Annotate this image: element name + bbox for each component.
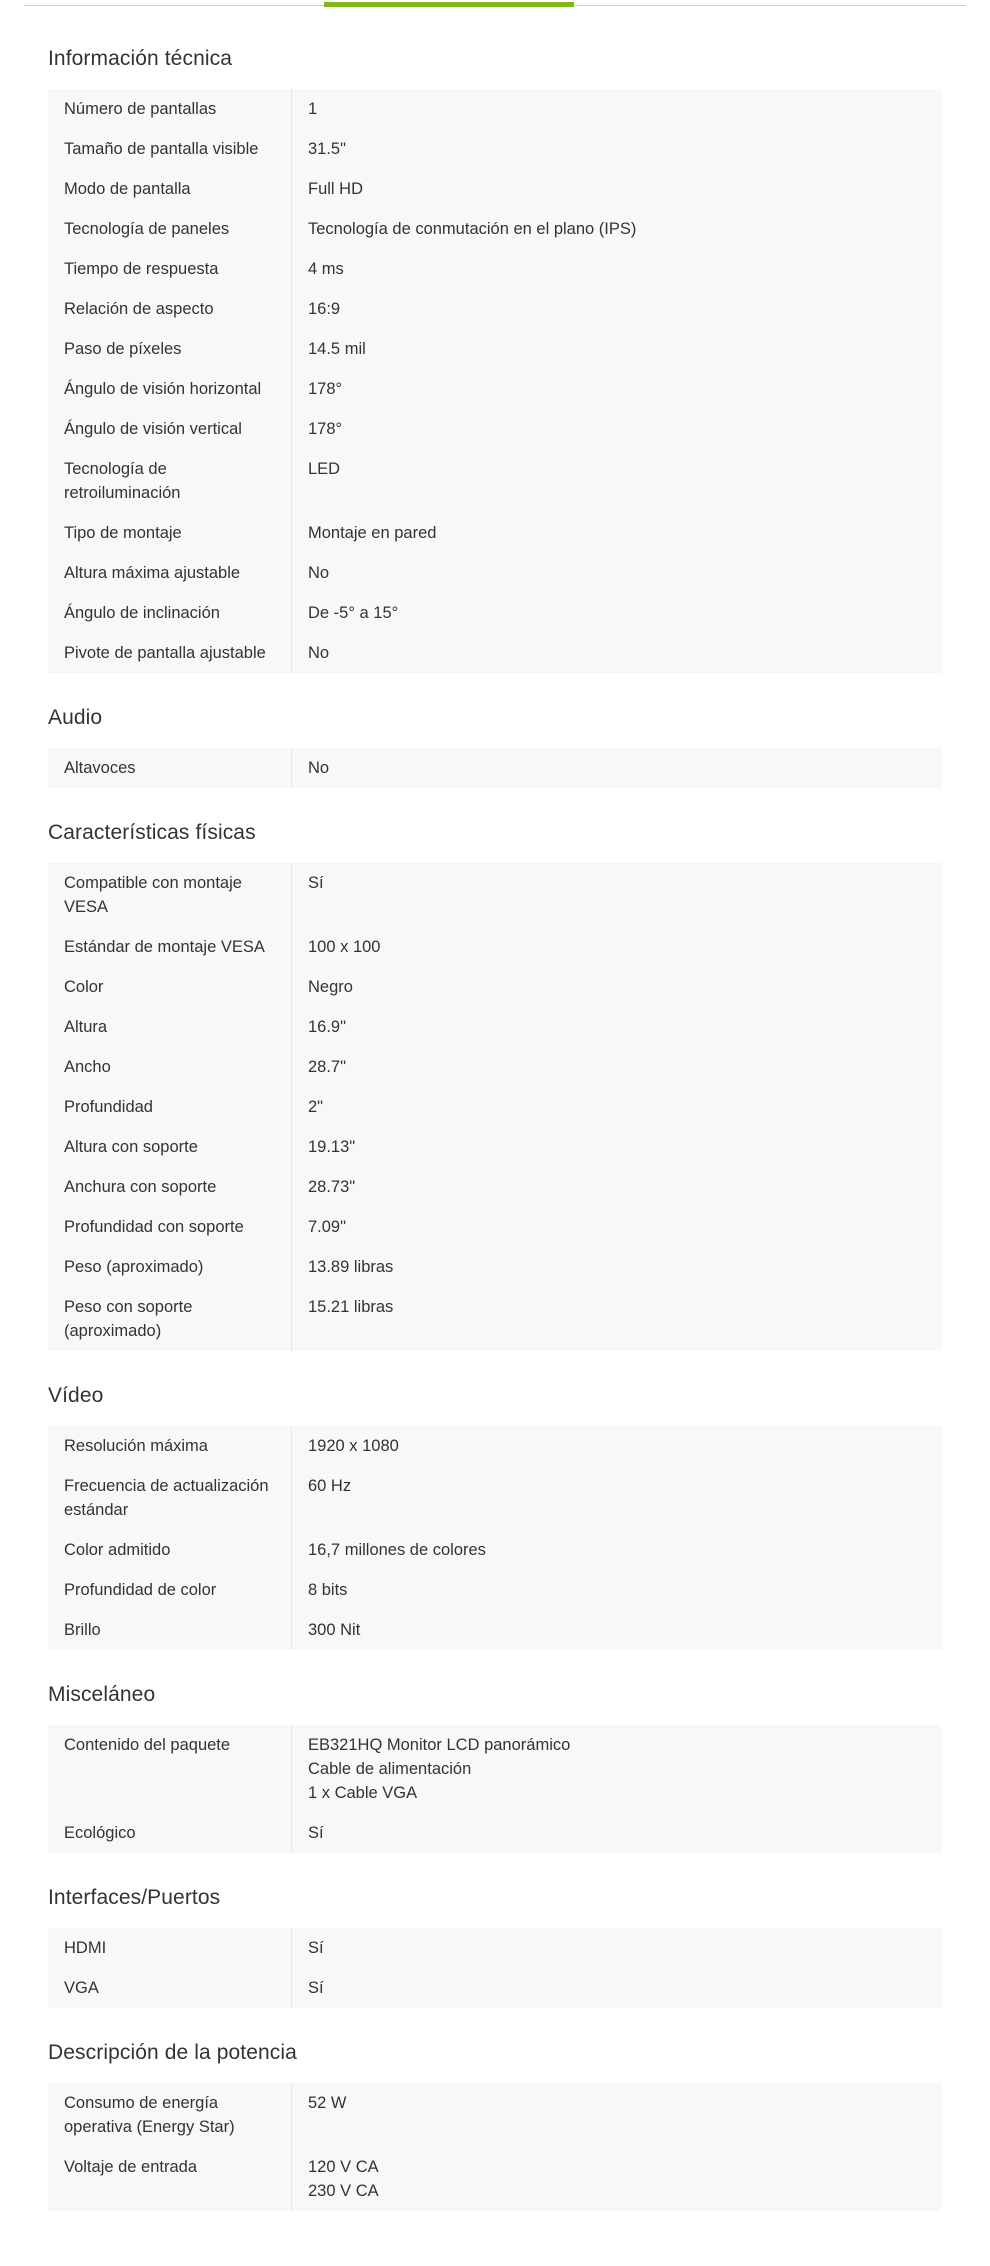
spec-label: Altura máxima ajustable: [48, 553, 292, 593]
spec-label: Tipo de montaje: [48, 513, 292, 553]
spec-section: [48, 1883, 942, 2008]
spec-label: Profundidad de color: [48, 1570, 292, 1610]
spec-value: [292, 863, 942, 927]
spec-value: [292, 209, 942, 249]
spec-label: Frecuencia de actualización estándar: [48, 1466, 292, 1530]
spec-value-line: Montaje en pared: [308, 524, 437, 542]
spec-value: [292, 249, 942, 289]
spec-value-line: 100 x 100: [308, 938, 381, 956]
spec-label: Tiempo de respuesta: [48, 249, 292, 289]
spec-table: [48, 863, 942, 1351]
spec-label: Compatible con montaje VESA: [48, 863, 292, 927]
spec-row: [48, 863, 942, 927]
spec-row: [48, 1928, 942, 1968]
section-title: Información técnica: [48, 47, 232, 70]
spec-value: [292, 1167, 942, 1207]
spec-value: [292, 1247, 942, 1287]
spec-value-line: 8 bits: [308, 1581, 348, 1599]
spec-label: VGA: [48, 1968, 292, 2008]
spec-label: Relación de aspecto: [48, 289, 292, 329]
spec-row: [48, 1247, 942, 1287]
spec-value: [292, 1928, 942, 1968]
spec-value-line: 16,7 millones de colores: [308, 1541, 486, 1559]
spec-value-line: 4 ms: [308, 260, 344, 278]
spec-label: Paso de píxeles: [48, 329, 292, 369]
spec-value: [292, 1127, 942, 1167]
spec-value: [292, 329, 942, 369]
spec-label: Pivote de pantalla ajustable: [48, 633, 292, 673]
spec-row: [48, 129, 942, 169]
spec-value-line: No: [308, 564, 330, 582]
spec-table: [48, 89, 942, 673]
spec-value-line: 1 x Cable VGA: [308, 1784, 418, 1802]
spec-value-line: Sí: [308, 1939, 324, 1957]
spec-value-line: 52 W: [308, 2094, 347, 2112]
spec-value: [292, 89, 942, 129]
spec-table: [48, 748, 942, 788]
spec-row: [48, 449, 942, 513]
spec-row: [48, 553, 942, 593]
spec-label: Número de pantallas: [48, 89, 292, 129]
spec-row: [48, 1127, 942, 1167]
spec-row: [48, 369, 942, 409]
spec-value-line: Tecnología de conmutación en el plano (IPS): [308, 220, 637, 238]
spec-value-line: 120 V CA: [308, 2158, 379, 2176]
spec-value-line: 60 Hz: [308, 1477, 352, 1495]
spec-value: [292, 1466, 942, 1530]
spec-row: [48, 1725, 942, 1813]
spec-value-line: 1920 x 1080: [308, 1437, 399, 1455]
section-title: Características físicas: [48, 821, 256, 844]
active-tab-indicator[interactable]: [324, 2, 574, 7]
spec-value-line: 178°: [308, 380, 343, 398]
spec-row: [48, 1047, 942, 1087]
spec-label: Tecnología de retroiluminación: [48, 449, 292, 513]
spec-value-line: Sí: [308, 874, 324, 892]
spec-value: [292, 1287, 942, 1351]
spec-value-line: 15.21 libras: [308, 1298, 394, 1316]
spec-value-line: 16:9: [308, 300, 341, 318]
spec-value: [292, 1813, 942, 1853]
spec-value: [292, 748, 942, 788]
spec-row: [48, 409, 942, 449]
spec-value-line: No: [308, 759, 330, 777]
spec-section: [48, 1680, 942, 1853]
spec-row: [48, 1426, 942, 1466]
spec-value-line: 178°: [308, 420, 343, 438]
spec-value-line: Sí: [308, 1824, 324, 1842]
spec-value-line: No: [308, 644, 330, 662]
spec-row: [48, 1287, 942, 1351]
spec-value: [292, 1530, 942, 1570]
section-title: Vídeo: [48, 1384, 104, 1407]
spec-value: [292, 2083, 942, 2147]
spec-row: [48, 513, 942, 553]
spec-row: [48, 2147, 942, 2211]
spec-section: [48, 703, 942, 788]
spec-label: Tecnología de paneles: [48, 209, 292, 249]
spec-value: [292, 369, 942, 409]
spec-row: [48, 1087, 942, 1127]
spec-table: [48, 1426, 942, 1650]
spec-label: Peso con soporte (aproximado): [48, 1287, 292, 1351]
spec-row: [48, 1570, 942, 1610]
spec-value: [292, 927, 942, 967]
spec-table: [48, 1928, 942, 2008]
spec-label: Contenido del paquete: [48, 1725, 292, 1813]
spec-row: [48, 2083, 942, 2147]
spec-value: [292, 449, 942, 513]
spec-value: [292, 2147, 942, 2211]
spec-row: [48, 209, 942, 249]
spec-value-line: Cable de alimentación: [308, 1760, 472, 1778]
spec-label: Color: [48, 967, 292, 1007]
spec-label: Altura con soporte: [48, 1127, 292, 1167]
spec-label: Brillo: [48, 1610, 292, 1650]
spec-label: Voltaje de entrada: [48, 2147, 292, 2211]
spec-value-line: 13.89 libras: [308, 1258, 394, 1276]
spec-row: [48, 1207, 942, 1247]
spec-value: [292, 1087, 942, 1127]
spec-label: Color admitido: [48, 1530, 292, 1570]
section-title: Audio: [48, 706, 103, 729]
spec-section: [48, 1381, 942, 1650]
spec-row: [48, 927, 942, 967]
section-title: Interfaces/Puertos: [48, 1886, 221, 1909]
spec-row: [48, 1530, 942, 1570]
spec-value-line: EB321HQ Monitor LCD panorámico: [308, 1736, 571, 1754]
spec-label: Altavoces: [48, 748, 292, 788]
section-title: Misceláneo: [48, 1683, 156, 1706]
spec-row: [48, 748, 942, 788]
spec-value-line: De -5° a 15°: [308, 604, 399, 622]
spec-label: Ángulo de inclinación: [48, 593, 292, 633]
spec-value: [292, 129, 942, 169]
spec-row: [48, 1610, 942, 1650]
spec-row: [48, 1813, 942, 1853]
spec-value: [292, 169, 942, 209]
spec-row: [48, 169, 942, 209]
spec-label: Peso (aproximado): [48, 1247, 292, 1287]
spec-value: [292, 1968, 942, 2008]
spec-row: [48, 967, 942, 1007]
spec-label: Altura: [48, 1007, 292, 1047]
spec-label: Ecológico: [48, 1813, 292, 1853]
spec-label: Anchura con soporte: [48, 1167, 292, 1207]
spec-value: [292, 1610, 942, 1650]
spec-table: [48, 1725, 942, 1853]
spec-row: [48, 1167, 942, 1207]
spec-row: [48, 89, 942, 129]
spec-label: Ángulo de visión vertical: [48, 409, 292, 449]
spec-value-line: 28.7": [308, 1058, 346, 1076]
spec-value: [292, 513, 942, 553]
spec-value-line: 14.5 mil: [308, 340, 366, 358]
spec-row: [48, 1466, 942, 1530]
spec-value: [292, 409, 942, 449]
spec-section: [48, 44, 942, 673]
spec-section: [48, 818, 942, 1351]
spec-value-line: Negro: [308, 978, 353, 996]
spec-value-line: 1: [308, 100, 318, 118]
specifications-panel: [48, 26, 942, 2241]
spec-row: [48, 1968, 942, 2008]
spec-label: Profundidad con soporte: [48, 1207, 292, 1247]
spec-row: [48, 329, 942, 369]
spec-row: [48, 593, 942, 633]
spec-value-line: Full HD: [308, 180, 364, 198]
spec-value-line: Sí: [308, 1979, 324, 1997]
spec-row: [48, 633, 942, 673]
spec-value-line: 300 Nit: [308, 1621, 361, 1639]
spec-value: [292, 289, 942, 329]
spec-value-line: 28.73": [308, 1178, 356, 1196]
spec-value: [292, 553, 942, 593]
spec-value: [292, 593, 942, 633]
spec-section: [48, 2038, 942, 2211]
spec-value-line: LED: [308, 460, 341, 478]
spec-label: Consumo de energía operativa (Energy Star): [48, 2083, 292, 2147]
spec-value: [292, 1725, 942, 1813]
spec-value-line: 19.13": [308, 1138, 356, 1156]
spec-row: [48, 249, 942, 289]
spec-table: [48, 2083, 942, 2211]
spec-value: [292, 1207, 942, 1247]
spec-label: Modo de pantalla: [48, 169, 292, 209]
spec-label: HDMI: [48, 1928, 292, 1968]
spec-label: Resolución máxima: [48, 1426, 292, 1466]
tab-bar: [24, 0, 966, 8]
spec-value-line: 16.9": [308, 1018, 346, 1036]
spec-label: Estándar de montaje VESA: [48, 927, 292, 967]
spec-value: [292, 967, 942, 1007]
spec-value: [292, 1007, 942, 1047]
spec-label: Ancho: [48, 1047, 292, 1087]
spec-value: [292, 1426, 942, 1466]
spec-value-line: 2": [308, 1098, 324, 1116]
spec-label: Profundidad: [48, 1087, 292, 1127]
spec-value: [292, 1047, 942, 1087]
spec-value: [292, 1570, 942, 1610]
spec-label: Ángulo de visión horizontal: [48, 369, 292, 409]
spec-value-line: 7.09": [308, 1218, 346, 1236]
spec-row: [48, 289, 942, 329]
spec-value-line: 230 V CA: [308, 2182, 379, 2200]
spec-row: [48, 1007, 942, 1047]
spec-value: [292, 633, 942, 673]
section-title: Descripción de la potencia: [48, 2041, 297, 2064]
spec-label: Tamaño de pantalla visible: [48, 129, 292, 169]
spec-value-line: 31.5": [308, 140, 346, 158]
